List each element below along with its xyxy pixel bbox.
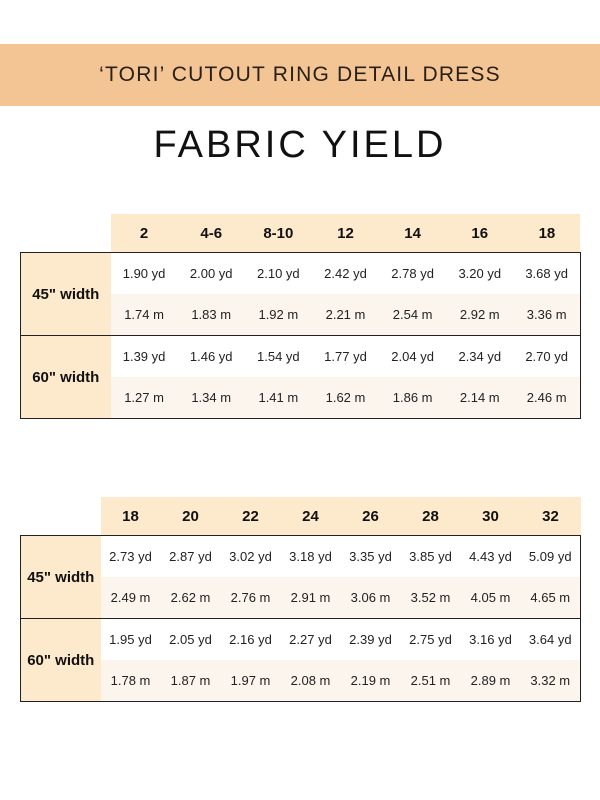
yield-cell: 1.83 m: [178, 294, 245, 336]
yield-cell: 1.41 m: [245, 377, 312, 419]
yield-cell: 1.90 yd: [111, 253, 178, 295]
yield-cell: 2.27 yd: [281, 619, 341, 661]
yield-cell: 1.54 yd: [245, 336, 312, 378]
fabric-width-label: 45" width: [21, 536, 101, 619]
size-header: 20: [161, 497, 221, 536]
yield-row-yards: [21, 536, 581, 578]
yield-table-large-sizes: [20, 497, 581, 702]
yield-table-small-sizes: [20, 214, 581, 419]
yield-cell: 1.62 m: [312, 377, 379, 419]
yield-cell: 3.20 yd: [446, 253, 513, 295]
yield-cell: 1.92 m: [245, 294, 312, 336]
yield-cell: 3.18 yd: [281, 536, 341, 578]
yield-cell: 3.64 yd: [521, 619, 581, 661]
yield-row-yards: [21, 253, 581, 295]
yield-cell: 1.95 yd: [101, 619, 161, 661]
yield-row-meters: [21, 660, 581, 702]
dress-title: ‘TORI’ CUTOUT RING DETAIL DRESS: [99, 63, 501, 86]
size-header: 26: [341, 497, 401, 536]
yield-cell: 3.16 yd: [461, 619, 521, 661]
header-corner: [21, 214, 111, 253]
yield-cell: 1.97 m: [221, 660, 281, 702]
yield-cell: 1.39 yd: [111, 336, 178, 378]
yield-cell: 2.21 m: [312, 294, 379, 336]
yield-cell: 5.09 yd: [521, 536, 581, 578]
fabric-width-label: 60" width: [21, 336, 111, 419]
yield-cell: 3.85 yd: [401, 536, 461, 578]
yield-cell: 3.32 m: [521, 660, 581, 702]
yield-cell: 2.34 yd: [446, 336, 513, 378]
yield-row-yards: [21, 619, 581, 661]
yield-cell: 2.08 m: [281, 660, 341, 702]
size-header: 14: [379, 214, 446, 253]
yield-cell: 1.77 yd: [312, 336, 379, 378]
yield-cell: 1.78 m: [101, 660, 161, 702]
size-header-row: [21, 214, 581, 253]
size-header: 16: [446, 214, 513, 253]
yield-cell: 2.05 yd: [161, 619, 221, 661]
yield-cell: 4.43 yd: [461, 536, 521, 578]
yield-cell: 2.42 yd: [312, 253, 379, 295]
header-corner: [21, 497, 101, 536]
size-header: 18: [513, 214, 580, 253]
yield-cell: 2.16 yd: [221, 619, 281, 661]
yield-cell: 2.46 m: [513, 377, 580, 419]
size-header: 2: [111, 214, 178, 253]
yield-cell: 2.92 m: [446, 294, 513, 336]
yield-cell: 2.89 m: [461, 660, 521, 702]
yield-cell: 2.73 yd: [101, 536, 161, 578]
yield-cell: 3.52 m: [401, 577, 461, 619]
yield-cell: 3.68 yd: [513, 253, 580, 295]
yield-cell: 3.36 m: [513, 294, 580, 336]
yield-cell: 2.62 m: [161, 577, 221, 619]
yield-cell: 1.87 m: [161, 660, 221, 702]
yield-cell: 2.87 yd: [161, 536, 221, 578]
size-header: 4-6: [178, 214, 245, 253]
yield-cell: 2.10 yd: [245, 253, 312, 295]
yield-cell: 1.74 m: [111, 294, 178, 336]
yield-cell: 3.02 yd: [221, 536, 281, 578]
yield-cell: 4.65 m: [521, 577, 581, 619]
yield-cell: 2.78 yd: [379, 253, 446, 295]
yield-cell: 2.49 m: [101, 577, 161, 619]
size-header: 28: [401, 497, 461, 536]
yield-cell: 3.06 m: [341, 577, 401, 619]
yield-cell: 1.46 yd: [178, 336, 245, 378]
size-header: 32: [521, 497, 581, 536]
yield-cell: 2.00 yd: [178, 253, 245, 295]
size-header: 8-10: [245, 214, 312, 253]
size-header: 18: [101, 497, 161, 536]
size-header-row: [21, 497, 581, 536]
yield-cell: 2.70 yd: [513, 336, 580, 378]
yield-cell: 2.39 yd: [341, 619, 401, 661]
size-header: 12: [312, 214, 379, 253]
yield-cell: 2.14 m: [446, 377, 513, 419]
fabric-width-label: 60" width: [21, 619, 101, 702]
fabric-width-label: 45" width: [21, 253, 111, 336]
yield-cell: 1.27 m: [111, 377, 178, 419]
yield-cell: 1.86 m: [379, 377, 446, 419]
yield-cell: 2.54 m: [379, 294, 446, 336]
yield-cell: 2.75 yd: [401, 619, 461, 661]
page-heading: FABRIC YIELD: [153, 124, 447, 166]
yield-cell: 2.76 m: [221, 577, 281, 619]
size-header: 30: [461, 497, 521, 536]
yield-cell: 2.51 m: [401, 660, 461, 702]
yield-row-yards: [21, 336, 581, 378]
yield-cell: 2.91 m: [281, 577, 341, 619]
yield-cell: 3.35 yd: [341, 536, 401, 578]
yield-cell: 2.19 m: [341, 660, 401, 702]
yield-cell: 2.04 yd: [379, 336, 446, 378]
size-header: 22: [221, 497, 281, 536]
yield-cell: 1.34 m: [178, 377, 245, 419]
yield-row-meters: [21, 577, 581, 619]
title-banner: [0, 44, 600, 106]
size-header: 24: [281, 497, 341, 536]
yield-cell: 4.05 m: [461, 577, 521, 619]
